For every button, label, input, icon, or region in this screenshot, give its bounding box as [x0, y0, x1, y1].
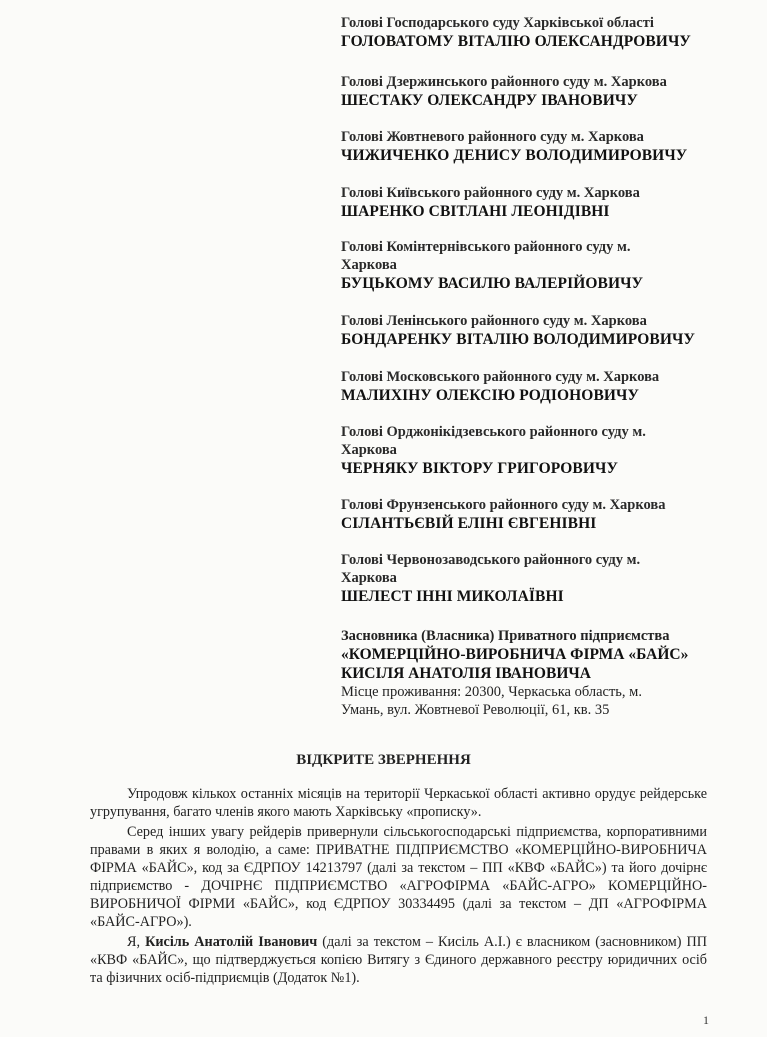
addressee-name: ШЕСТАКУ ОЛЕКСАНДРУ ІВАНОВИЧУ [341, 92, 638, 109]
addressee-title: Голові Московського районного суду м. Харкова [341, 369, 660, 385]
addressee-block [341, 312, 741, 350]
addressee-block [341, 496, 741, 534]
addressee-name: ЧЕРНЯКУ ВІКТОРУ ГРИГОРОВИЧУ [341, 460, 618, 477]
sender-company: «КОМЕРЦІЙНО-ВИРОБНИЧА ФІРМА «БАЙС» [341, 646, 689, 663]
document-heading: ВІДКРИТЕ ЗВЕРНЕННЯ [296, 752, 471, 768]
paragraph-text: (далі за текстом – Кисіль А.І.) є власником (засновником) ПП «КВФ «БАЙС», що підтверджується копією Витягу з Єдиного державного реєстру юридичних осіб та фізичних осіб-підприємців (Додаток №1). [90, 934, 708, 986]
document-body [90, 785, 707, 989]
addressee-title: Голові Орджонікідзевського районного суду м. [341, 424, 646, 440]
addressee-block [341, 184, 741, 222]
addressee-title: Голові Комінтернівського районного суду м. [341, 239, 631, 255]
addressee-title: Голові Дзержинського районного суду м. Харкова [341, 74, 667, 90]
addressee-name: МАЛИХІНУ ОЛЕКСІЮ РОДІОНОВИЧУ [341, 387, 640, 404]
addressee-title-cont: Харкова [341, 257, 397, 273]
sender-address-line: Умань, вул. Жовтневої Революції, 61, кв. 35 [341, 702, 610, 718]
addressee-name: ЧИЖИЧЕНКО ДЕНИСУ ВОЛОДИМИРОВИЧУ [341, 147, 688, 164]
addressee-title-cont: Харкова [341, 442, 397, 458]
sender-address-line: Місце проживання: 20300, Черкаська область, м. [341, 684, 642, 700]
addressee-name: БУЦЬКОМУ ВАСИЛЮ ВАЛЕРІЙОВИЧУ [341, 275, 644, 292]
addressee-title-cont: Харкова [341, 570, 397, 586]
body-paragraph: Упродовж кількох останніх місяців на території Черкаської області активно орудує рейдерське угрупування, багато членів якого мають Харківську «прописку». [90, 786, 707, 820]
addressee-block [341, 551, 741, 607]
sender-block [341, 627, 741, 719]
author-name: Кисіль Анатолій Іванович [145, 934, 318, 950]
body-paragraph: Серед інших увагу рейдерів привернули сільськогосподарські підприємства, корпоративними правами в яких я володію, а саме: ПРИВАТНЕ ПІДПРИЄМСТВО «КОМЕРЦІЙНО-ВИРОБНИЧА ФІРМА «БАЙС», код за ЄДРПОУ 14213797 (далі за текстом – ПП «КВФ «БАЙС») та його дочірнє підприємство - ДОЧІРНЄ ПІДПРИЄМСТВО «АГРОФІРМА «БАЙС-АГРО» КОМЕРЦІЙНО-ВИРОБНИЧОЇ ФІРМИ «БАЙС», код ЄДРПОУ 30334495 (далі за текстом – ДП «АГРОФІРМА «БАЙС-АГРО»). [90, 824, 707, 930]
addressee-name: БОНДАРЕНКУ ВІТАЛІЮ ВОЛОДИМИРОВИЧУ [341, 331, 695, 348]
addressee-name: ГОЛОВАТОМУ ВІТАЛІЮ ОЛЕКСАНДРОВИЧУ [341, 33, 691, 50]
addressee-name: ШЕЛЕСТ ІННІ МИКОЛАЇВНІ [341, 588, 564, 605]
sender-title: Засновника (Власника) Приватного підприємства [341, 628, 670, 644]
addressee-title: Голові Жовтневого районного суду м. Харкова [341, 129, 644, 145]
addressee-block [341, 238, 741, 294]
addressee-title: Голові Червонозаводського районного суду м. [341, 552, 641, 568]
body-paragraph [90, 933, 707, 987]
addressee-block [341, 73, 741, 111]
addressee-block [341, 128, 741, 166]
addressee-title: Голові Київського районного суду м. Харкова [341, 185, 640, 201]
addressee-block [341, 14, 741, 52]
addressee-title: Голові Господарського суду Харківської області [341, 15, 654, 31]
addressee-title: Голові Ленінського районного суду м. Харкова [341, 313, 647, 329]
paragraph-text: Я, [127, 934, 146, 950]
addressee-name: ШАРЕНКО СВІТЛАНІ ЛЕОНІДІВНІ [341, 203, 610, 220]
addressee-block [341, 423, 741, 479]
sender-name: КИСІЛЯ АНАТОЛІЯ ІВАНОВИЧА [341, 665, 591, 682]
addressee-title: Голові Фрунзенського районного суду м. Харкова [341, 497, 666, 513]
addressee-block [341, 368, 741, 406]
page-number: 1 [703, 1013, 709, 1027]
addressee-name: СІЛАНТЬЄВІЙ ЕЛІНІ ЄВГЕНІВНІ [341, 515, 597, 532]
